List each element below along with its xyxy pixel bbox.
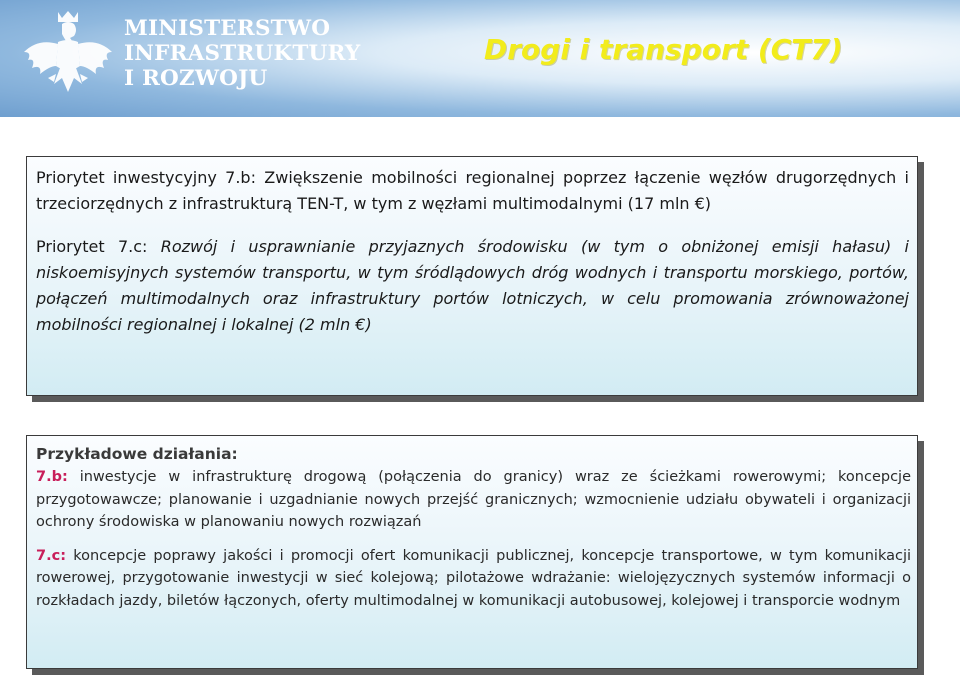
priorities-box: [26, 156, 918, 396]
header-banner: [0, 0, 960, 117]
example-code: 7.c:: [36, 547, 66, 564]
example-text: inwestycje w infrastrukturę drogową (połączenia do granicy) wraz ze ścieżkami rowerowymi; koncepcje przygotowawcze; planowanie i uzgadnianie nowych przejść granicznych; wzmocnienie udziału obywateli i organizacji ochrony środowiska w planowaniu nowych rozwiązań: [36, 469, 912, 530]
priority-c-paragraph: Priorytet 7.c: Rozwój i usprawnianie przyjaznych środowisku (w tym o obniżonej emisji hałasu) i niskoemisyjnych systemów transportu, w tym śródlądowych dróg wodnych i transportu morskiego, portów, połączeń multimodalnych oraz infrastruktury portów lotniczych, w celu promowania zrównoważonej mobilności regionalnej i lokalnej (2 mln €): [36, 237, 909, 334]
examples-box: [26, 435, 918, 669]
ministry-line: INFRASTRUKTURY: [124, 41, 361, 66]
ministry-line: I ROZWOJU: [124, 66, 268, 91]
ministry-name: [124, 16, 360, 91]
priority-b-label: Priorytet inwestycyjny: [36, 168, 217, 187]
priority-b-code: 7.b: [225, 168, 251, 187]
example-text: koncepcje poprawy jakości i promocji ofert komunikacji publicznej, koncepcje transportowe, w tym komunikacji rowerowej, przygotowanie inwestycji w sieć kolejową; pilotażowe wdrażanie: wielojęzycznych systemów informacji o rozkładach jazdy, biletów łączonych, oferty multimodalnej w komunikacji autobusowej, kolejowej i transporcie wodnym: [36, 547, 912, 609]
priority-c-label: Priorytet: [36, 237, 105, 256]
ministry-line: MINISTERSTWO: [124, 16, 331, 41]
page-title: Drogi i transport (CT7): [484, 33, 843, 66]
priority-c-text: Rozwój i usprawnianie przyjaznych środowisku (w tym o obniżonej emisji hałasu) i niskoemisyjnych systemów transportu, w tym śródlądowych dróg wodnych i transportu morskiego, portów, połączeń multimodalnych oraz infrastruktury portów lotniczych, w celu promowania zrównoważonej mobilności regionalnej i lokalnej (2 mln €): [36, 237, 909, 334]
polish-eagle-icon: [18, 8, 118, 104]
examples-title: Przykładowe działania:: [36, 445, 238, 463]
example-item: [36, 466, 911, 534]
example-item: [36, 545, 911, 613]
priority-b-text: Zwiększenie mobilności regionalnej poprzez łączenie węzłów drugorzędnych i trzeciorzędnych z infrastrukturą TEN-T, w tym z węzłami multimodalnymi (17 mln €): [36, 168, 909, 213]
example-code: 7.b:: [36, 469, 68, 485]
priority-c-code: 7.c: [117, 237, 142, 256]
priority-b-paragraph: Priorytet inwestycyjny 7.b: Zwiększenie mobilności regionalnej poprzez łączenie węzłów drugorzędnych i trzeciorzędnych z infrastrukturą TEN-T, w tym z węzłami multimodalnymi (17 mln €): [36, 168, 909, 213]
